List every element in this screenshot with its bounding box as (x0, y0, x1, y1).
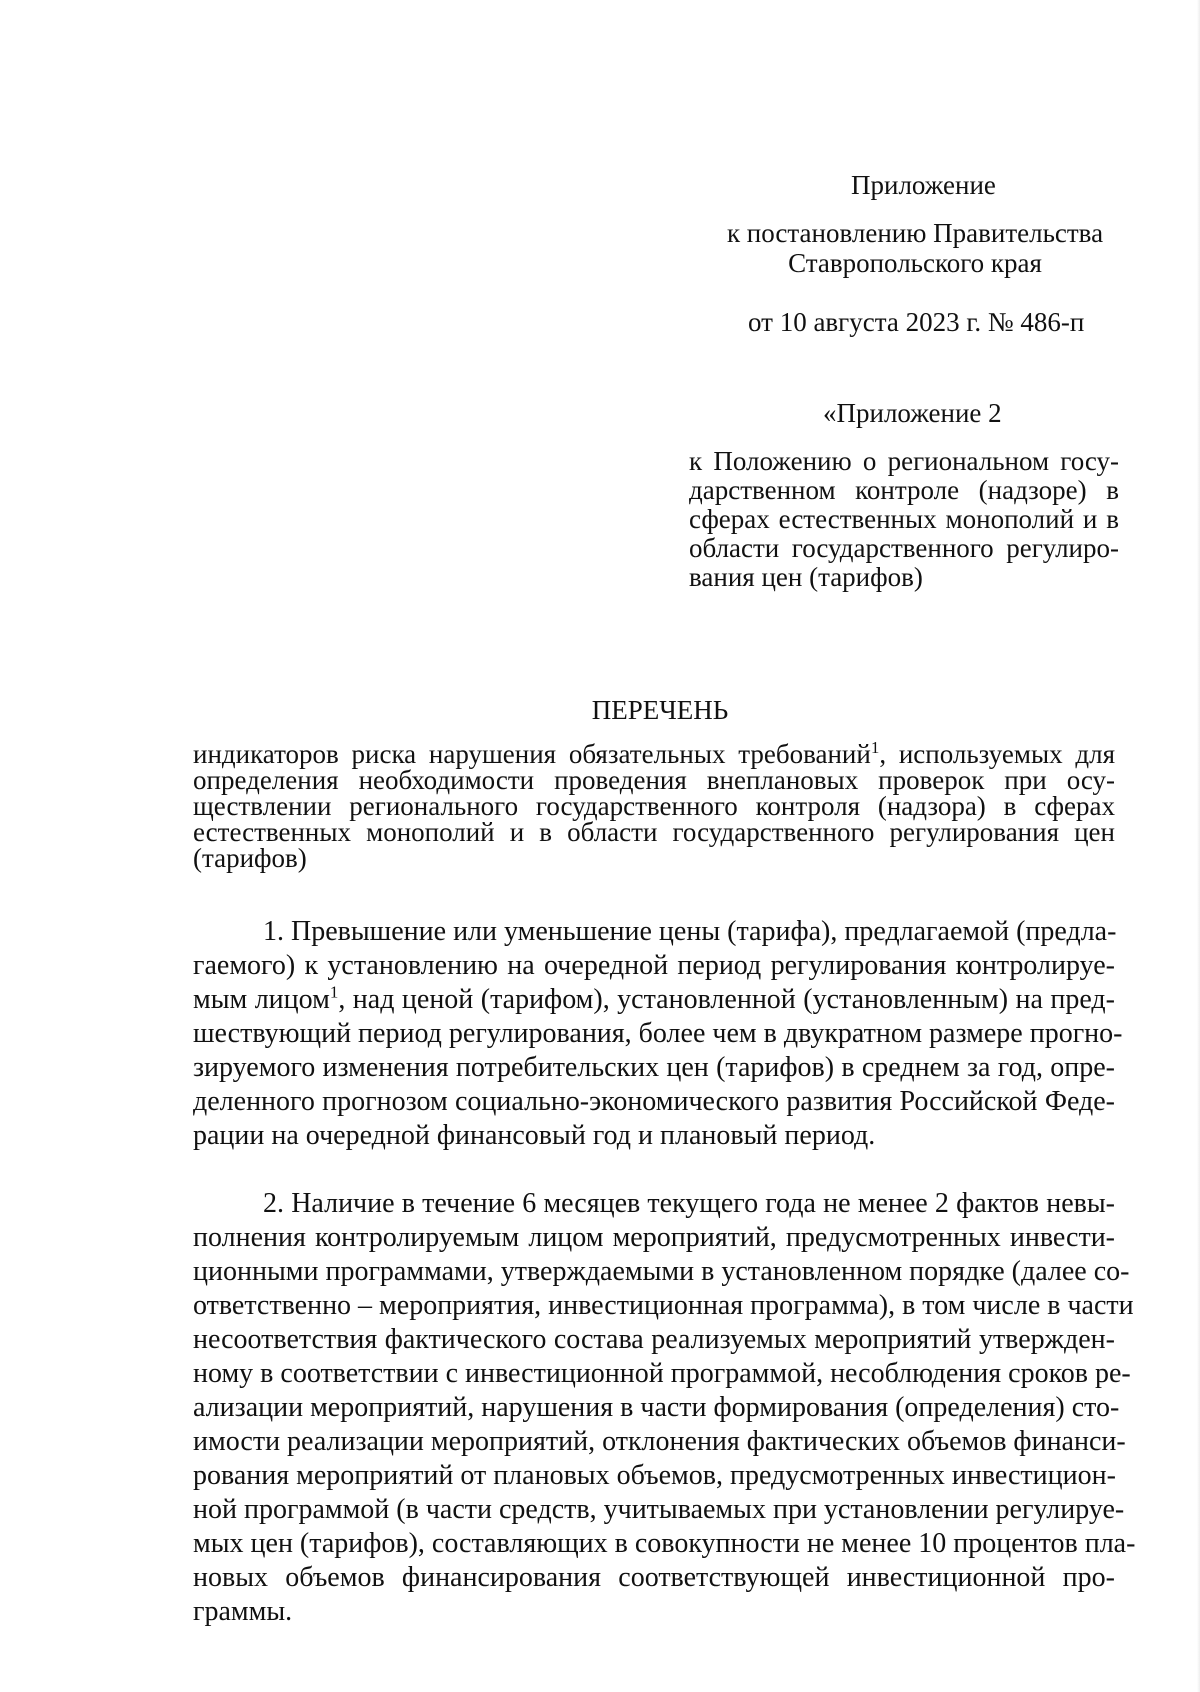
item2-line: мых цен (тарифов), составляющих в совокупности не менее 10 процентов пла- (193, 1528, 1136, 1559)
item2-line: имости реализации мероприятий, отклонения фактических объемов финанси- (193, 1426, 1126, 1457)
item2-line: 2. Наличие в течение 6 месяцев текущего года не менее 2 фактов невы- (263, 1188, 1115, 1219)
item2-line: несоответствия фактического состава реализуемых мероприятий утвержден- (193, 1324, 1115, 1355)
item2-line: ответственно – мероприятия, инвестиционная программа), в том числе в части (193, 1290, 1134, 1321)
appendix-heading: Приложение (851, 170, 996, 200)
annex-description (689, 447, 1119, 592)
item1-line-7: рации на очередной финансовый год и плановый период. (193, 1120, 876, 1151)
item1-line-2: гаемого) к установлению на очередной период регулирования контролируе- (193, 950, 1115, 981)
item1-line-6: деленного прогнозом социально-экономического развития Российской Феде- (193, 1086, 1115, 1117)
item1-line-5: зируемого изменения потребительских цен (тарифов) в среднем за год, опре- (193, 1052, 1115, 1083)
annex-line: области государственного регулиро- (689, 533, 1119, 563)
subtitle-line-1: индикаторов риска нарушения обязательных требований$^1$, используемых для (193, 738, 1115, 769)
item2-line: рования мероприятий от плановых объемов, предусмотренных инвестицион- (193, 1460, 1116, 1491)
item2-line: ной программой (в части средств, учитываемых при установлении регулируе- (193, 1494, 1125, 1525)
subtitle-line-5: (тарифов) (193, 843, 307, 873)
annex-line: сферах естественных монополий и в (689, 504, 1119, 534)
footnote-marker: 1 (329, 982, 339, 1002)
resolution-line-1: к постановлению Правительства (726, 218, 1104, 248)
annex-line: к Положению о региональном госу- (689, 446, 1119, 476)
annex-line: вания цен (тарифов) (689, 562, 923, 592)
resolution-date-number: от 10 августа 2023 г. № 486-п (748, 307, 1085, 337)
resolution-reference (720, 218, 1110, 278)
item2-line: ному в соответствии с инвестиционной программой, несоблюдения сроков ре- (193, 1358, 1131, 1389)
item2-line: ализации мероприятий, нарушения в части формирования (определения) сто- (193, 1392, 1120, 1423)
item2-line: граммы. (193, 1596, 293, 1627)
item1-line-3: мым лицом$^1$, над ценой (тарифом), установленной (установленным) на пред- (193, 982, 1115, 1015)
indicator-item-1 (193, 915, 1123, 1153)
item1-line-4: шествующий период регулирования, более чем в двукратном размере прогно- (193, 1018, 1123, 1049)
annex-title: «Приложение 2 (823, 398, 1002, 428)
subtitle-line-4: естественных монополий и в области государственного регулирования цен (193, 817, 1115, 847)
item2-line: ционными программами, утверждаемыми в установленном порядке (далее со- (193, 1256, 1130, 1287)
item2-line: полнения контролируемым лицом мероприятий, предусмотренных инвести- (193, 1222, 1115, 1253)
list-subtitle (193, 738, 1115, 873)
list-title: ПЕРЕЧЕНЬ (591, 695, 729, 725)
resolution-line-2: Ставропольского края (788, 248, 1042, 278)
annex-line: дарственном контроле (надзоре) в (689, 475, 1119, 505)
indicator-item-2 (193, 1187, 1136, 1629)
subtitle-line-3: ществлении регионального государственного контроля (надзора) в сферах (193, 791, 1115, 821)
footnote-marker: 1 (870, 738, 880, 757)
item2-line: новых объемов финансирования соответствующей инвестиционной про- (193, 1562, 1115, 1593)
item1-line-1: 1. Превышение или уменьшение цены (тарифа), предлагаемой (предла- (263, 916, 1117, 947)
subtitle-line-2: определения необходимости проведения внеплановых проверок при осу- (193, 765, 1115, 795)
